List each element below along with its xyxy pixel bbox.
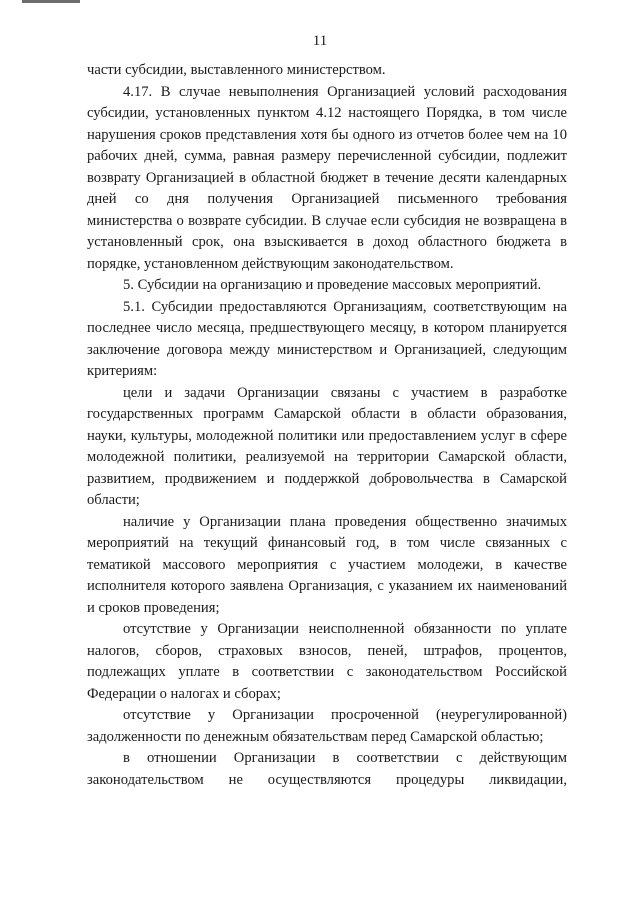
criterion-no-liquidation: в отношении Организации в соответствии с действующим законодательством не осуществляются процедуры ликвидации, xyxy=(87,750,567,788)
paragraph-continuation: части субсидии, выставленного министерством. xyxy=(87,62,386,78)
paragraph-5-1: 5.1. Субсидии предоставляются Организациям, соответствующим на последнее число месяца, предшествующего месяцу, в котором планируется заключение договора между министерством и Организацией, следующим критериям: xyxy=(87,298,567,379)
criterion-event-plan: наличие у Организации плана проведения общественно значимых мероприятий на текущий финансовый год, в том числе связанных с тематикой массового мероприятия с участием молодежи, в качестве исполнителя которого заявлена Организация, с указанием их наименований и сроков проведения; xyxy=(87,513,567,616)
paragraph-4-17: 4.17. В случае невыполнения Организацией условий расходования субсидии, установленных пунктом 4.12 настоящего Порядка, в том числе нарушения сроков представления хотя бы одного из отчетов более чем на 10 рабочих дней, сумма, равная размеру перечисленной субсидии, подлежит возврату Организацией в областной бюджет в течение десяти календарных дней со дня получения Организацией письменного требования министерства о возврате субсидии. В случае если субсидия не возвращена в установленный срок, она взыскивается в доход областного бюджета в порядке, установленном действующим законодательством. xyxy=(87,83,567,272)
criterion-no-overdue-debt: отсутствие у Организации просроченной (неурегулированной) задолженности по денежным обязательствам перед Самарской областью; xyxy=(87,707,567,745)
scan-edge-mark xyxy=(22,0,80,3)
document-body xyxy=(87,60,567,791)
section-5-heading: 5. Субсидии на организацию и проведение массовых мероприятий. xyxy=(123,277,542,293)
page-number: 11 xyxy=(312,33,328,49)
criterion-goals: цели и задачи Организации связаны с участием в разработке государственных программ Самарской области в области образования, науки, культуры, молодежной политики или предоставлением услуг в сфере молодежной политики, реализуемой на территории Самарской области, развитием, продвижением и поддержкой добровольчества в Самарской области; xyxy=(87,384,567,508)
criterion-no-tax-debt: отсутствие у Организации неисполненной обязанности по уплате налогов, сборов, страховых взносов, пеней, штрафов, процентов, подлежащих уплате в соответствии с законодательством Российской Федерации о налогах и сборах; xyxy=(87,621,567,702)
